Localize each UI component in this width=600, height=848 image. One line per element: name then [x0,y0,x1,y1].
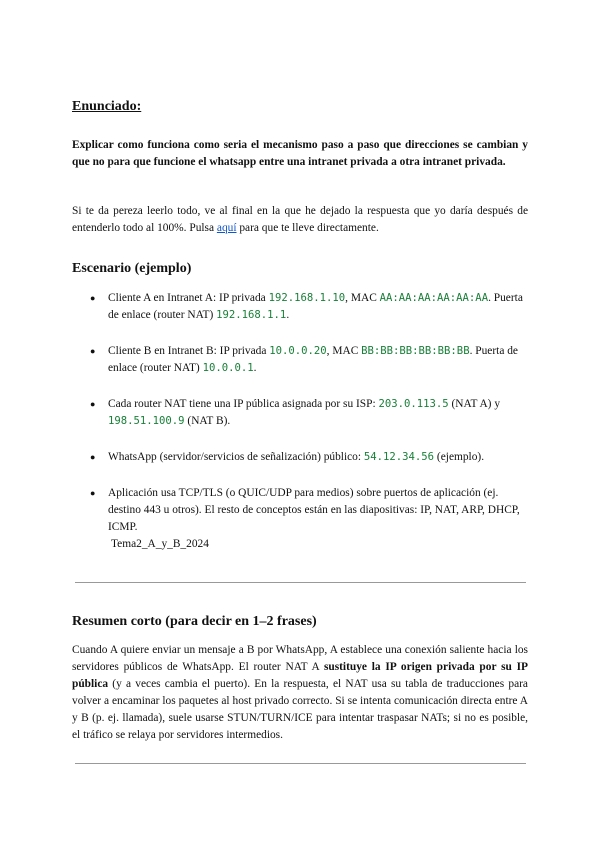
divider [75,582,526,583]
gateway-address: 10.0.0.1 [202,362,254,374]
task-statement: Explicar como funciona como seria el mecanismo paso a paso que direcciones se cambian y que no para que funcione el whatsapp entre una intranet privada a otra intranet privada. [72,139,528,168]
ip-address: 10.0.0.20 [269,345,327,357]
whatsapp-server-ip: 54.12.34.56 [363,451,435,463]
gateway-address: 192.168.1.1 [216,309,287,321]
public-ip-nat-a: 203.0.113.5 [378,398,449,410]
resumen-heading: Resumen corto (para decir en 1–2 frases) [72,614,317,629]
mac-address: BB:BB:BB:BB:BB:BB [361,345,470,357]
slides-reference: Tema2_A_y_B_2024 [111,538,209,550]
scenario-list [90,290,530,553]
intro-text-before: Si te da pereza leerlo todo, ve al final en la que he dejado la respuesta que yo daría después de entenderlo todo al 100%. Pulsa [72,205,528,234]
list-item: ● Cada router NAT tiene una IP pública asignada por su ISP: 203.0.113.5 (NAT A) y 198.51.100.9 (NAT B). [90,396,530,430]
public-ip-nat-b: 198.51.100.9 [108,415,185,427]
intro-text-after: para que te lleve directamente. [236,222,379,234]
jump-to-answer-link[interactable]: aquí [216,222,237,234]
escenario-heading: Escenario (ejemplo) [72,261,192,276]
list-item: ● Aplicación usa TCP/TLS (o QUIC/UDP para medios) sobre puertos de aplicación (ej. destino 443 u otros). El resto de conceptos están en las diapositivas: IP, NAT, ARP, DHCP, ICMP. Tema2_A_y_B_2024 [90,485,530,553]
summary-emphasis: sustituye la IP origen privada por su IP pública [72,661,529,690]
summary-paragraph: Cuando A quiere enviar un mensaje a B por WhatsApp, A establece una conexión saliente hacia los servidores públicos de WhatsApp. El router NAT A sustituye la IP origen privada por su IP pública (y a veces cambia el puerto). En la respuesta, el NAT usa su tabla de traducciones para volver a encaminar los paquetes al host privado correcto. Si se intenta comunicación directa entre A y B (p. ej. llamada), suele usarse STUN/TURN/ICE para intentar traspasar NATs; si no es posible, el tráfico se relaya por servidores intermedios. [72,644,529,741]
ip-address: 192.168.1.10 [268,292,346,304]
list-item: ● WhatsApp (servidor/servicios de señalización) público: 54.12.34.56 (ejemplo). [90,449,530,466]
list-item: ● Cliente B en Intranet B: IP privada 10.0.0.20, MAC BB:BB:BB:BB:BB:BB. Puerta de enlace (router NAT) 10.0.0.1. [90,343,530,377]
mac-address: AA:AA:AA:AA:AA:AA [379,292,489,304]
intro-paragraph [72,203,528,237]
list-item: ● Cliente A en Intranet A: IP privada 192.168.1.10, MAC AA:AA:AA:AA:AA:AA. Puerta de enlace (router NAT) 192.168.1.1. [90,290,530,324]
divider [75,763,526,764]
enunciado-heading: Enunciado: [72,99,142,114]
